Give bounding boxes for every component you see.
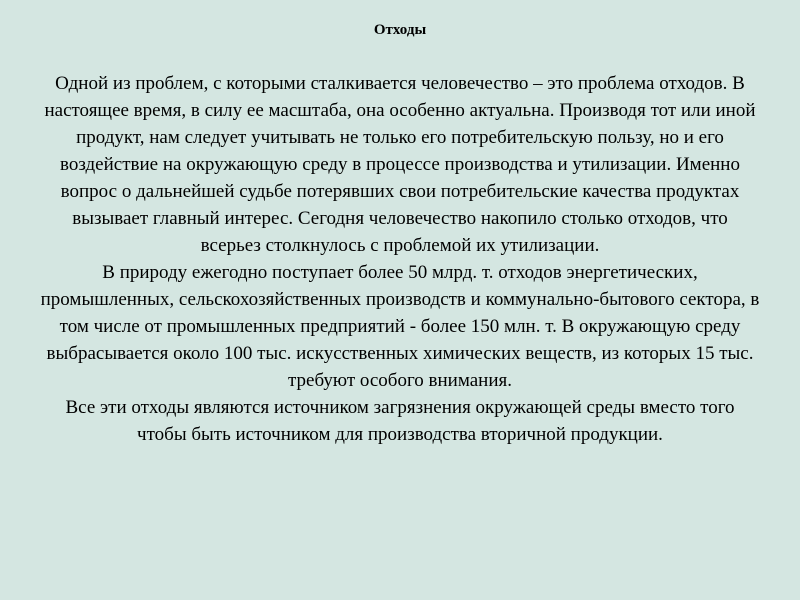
paragraph-intro: Одной из проблем, с которыми сталкивается человечество – это проблема отходов. В настоящее время, в силу ее масштаба, она особенно актуальна. Производя тот или иной продукт, нам следует учитывать не только его потребительскую пользу, но и его воздействие на окружающую среду в процессе производства и утилизации. Именно вопрос о дальнейшей судьбе потерявших свои потребительские качества продуктах вызывает главный интерес. Сегодня человечество накопило столько отходов, что всерьез столкнулось с проблемой их утилизации. <box>44 73 756 256</box>
paragraph-conclusion: Все эти отходы являются источником загрязнения окружающей среды вместо того чтобы быть источником для производства вторичной продукции. <box>65 397 735 445</box>
slide-title: Отходы <box>373 22 427 38</box>
paragraph-statistics: В природу ежегодно поступает более 50 млрд. т. отходов энергетических, промышленных, сельскохозяйственных производств и коммунально-бытового сектора, в том числе от промышленных предприятий - более 150 млн. т. В окружающую среду выбрасывается около 100 тыс. искусственных химических веществ, из которых 15 тыс. требуют особого внимания. <box>40 262 760 391</box>
slide-body <box>40 70 760 448</box>
